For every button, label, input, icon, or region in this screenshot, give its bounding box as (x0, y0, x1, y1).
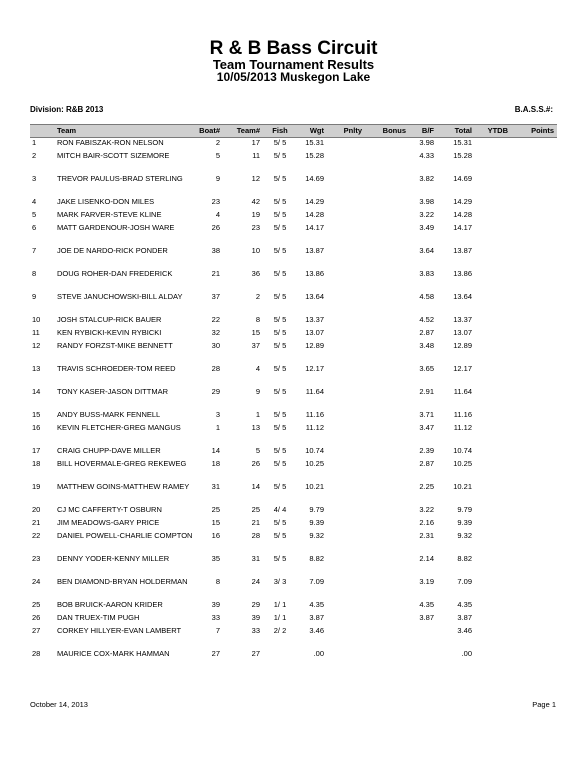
cell-rank: 1 (32, 138, 37, 147)
cell-total: 12.89 (453, 341, 472, 350)
cell-big-fish: 3.22 (419, 505, 434, 514)
cell-fish-count: 5/ 5 (273, 292, 287, 301)
cell-team: BILL HOVERMALE-GREG REKEWEG (57, 459, 187, 468)
cell-weight: 10.21 (305, 482, 324, 491)
cell-team-number: 17 (251, 138, 260, 147)
cell-big-fish: 3.98 (419, 138, 434, 147)
cell-total: 8.82 (457, 554, 472, 563)
cell-team: JOSH STALCUP-RICK BAUER (57, 315, 162, 324)
cell-weight: 14.69 (305, 174, 324, 183)
cell-big-fish: 2.91 (419, 387, 434, 396)
cell-weight: 11.64 (305, 387, 324, 396)
table-row (30, 482, 557, 502)
cell-boat-number: 21 (211, 269, 220, 278)
col-header-bf: B/F (421, 126, 434, 135)
cell-boat-number: 37 (211, 292, 220, 301)
cell-team: RON FABISZAK-RON NELSON (57, 138, 164, 147)
cell-boat-number: 25 (211, 505, 220, 514)
cell-rank: 10 (32, 315, 41, 324)
cell-team-number: 21 (251, 518, 260, 527)
col-header-points: Points (531, 126, 554, 135)
cell-weight: .00 (313, 649, 324, 658)
cell-rank: 21 (32, 518, 41, 527)
table-row (30, 423, 557, 443)
table-row (30, 364, 557, 384)
cell-big-fish: 3.82 (419, 174, 434, 183)
cell-team: RANDY FORZST-MIKE BENNETT (57, 341, 173, 350)
cell-fish-count: 1/ 1 (273, 613, 287, 622)
cell-total: 15.31 (453, 138, 472, 147)
cell-team-number: 25 (251, 505, 260, 514)
table-row (30, 341, 557, 361)
report-title: R & B Bass Circuit (209, 38, 378, 59)
table-row (30, 223, 557, 243)
cell-weight: 12.17 (305, 364, 324, 373)
cell-team-number: 33 (251, 626, 260, 635)
cell-team-number: 23 (251, 223, 260, 232)
table-row (30, 174, 557, 194)
col-header-wgt: Wgt (309, 126, 324, 135)
cell-weight: 13.86 (305, 269, 324, 278)
cell-rank: 14 (32, 387, 41, 396)
col-header-bonus: Bonus (382, 126, 406, 135)
cell-fish-count: 1/ 1 (273, 600, 287, 609)
cell-weight: 15.31 (305, 138, 324, 147)
cell-team: DOUG ROHER-DAN FREDERICK (57, 269, 173, 278)
cell-team-number: 24 (251, 577, 260, 586)
table-header (30, 124, 557, 138)
cell-big-fish: 2.14 (419, 554, 434, 563)
cell-big-fish: 3.83 (419, 269, 434, 278)
cell-fish-count: 5/ 5 (273, 387, 287, 396)
cell-rank: 15 (32, 410, 41, 419)
cell-team-number: 37 (251, 341, 260, 350)
cell-team: JAKE LISENKO-DON MILES (57, 197, 155, 206)
cell-big-fish: 3.87 (419, 613, 434, 622)
col-header-pnlty: Pnlty (343, 126, 362, 135)
cell-weight: 11.16 (305, 410, 324, 419)
cell-team: DAN TRUEX-TIM PUGH (57, 613, 140, 622)
table-row (30, 269, 557, 289)
cell-team: ANDY BUSS-MARK FENNELL (57, 410, 161, 419)
cell-team: BEN DIAMOND-BRYAN HOLDERMAN (57, 577, 188, 586)
cell-total: 3.46 (457, 626, 472, 635)
cell-boat-number: 35 (211, 554, 220, 563)
event-date-location: 10/05/2013 Muskegon Lake (216, 70, 371, 84)
cell-rank: 28 (32, 649, 41, 658)
cell-fish-count: 5/ 5 (273, 459, 287, 468)
cell-rank: 25 (32, 600, 41, 609)
cell-fish-count: 5/ 5 (273, 531, 287, 540)
cell-fish-count: 5/ 5 (273, 174, 287, 183)
cell-total: 11.16 (453, 410, 472, 419)
cell-rank: 27 (32, 626, 41, 635)
cell-boat-number: 39 (211, 600, 220, 609)
cell-weight: 11.12 (305, 423, 324, 432)
cell-total: 12.17 (453, 364, 472, 373)
cell-rank: 26 (32, 613, 41, 622)
col-header-team: Team (57, 126, 77, 135)
cell-total: 10.74 (453, 446, 472, 455)
table-row (30, 577, 557, 597)
table-row (30, 151, 557, 171)
cell-rank: 6 (32, 223, 37, 232)
cell-big-fish: 2.16 (419, 518, 434, 527)
cell-team-number: 29 (251, 600, 260, 609)
cell-total: 14.29 (453, 197, 472, 206)
table-row (30, 649, 557, 669)
cell-boat-number: 14 (211, 446, 220, 455)
cell-team-number: 2 (255, 292, 260, 301)
cell-total: 14.28 (453, 210, 472, 219)
cell-total: 9.39 (457, 518, 472, 527)
cell-team: TONY KASER-JASON DITTMAR (57, 387, 168, 396)
cell-weight: 13.07 (305, 328, 324, 337)
cell-team-number: 36 (251, 269, 260, 278)
report-subtitle: Team Tournament Results (212, 57, 375, 72)
cell-rank: 19 (32, 482, 41, 491)
cell-fish-count: 5/ 5 (273, 197, 287, 206)
cell-team: BOB BRUICK-AARON KRIDER (57, 600, 163, 609)
cell-fish-count: 5/ 5 (273, 364, 287, 373)
cell-total: 13.37 (453, 315, 472, 324)
cell-total: 10.21 (453, 482, 472, 491)
cell-big-fish: 3.64 (419, 246, 434, 255)
cell-team: KEVIN FLETCHER-GREG MANGUS (57, 423, 181, 432)
cell-team-number: 27 (251, 649, 260, 658)
cell-weight: 10.74 (305, 446, 324, 455)
cell-boat-number: 38 (211, 246, 220, 255)
cell-fish-count: 5/ 5 (273, 138, 287, 147)
col-header-total: Total (454, 126, 472, 135)
cell-rank: 5 (32, 210, 37, 219)
page-number: Page 1 (532, 700, 556, 709)
cell-total: 15.28 (453, 151, 472, 160)
cell-boat-number: 18 (211, 459, 220, 468)
cell-team-number: 11 (252, 151, 260, 160)
cell-big-fish: 2.39 (419, 446, 434, 455)
table-row (30, 554, 557, 574)
cell-fish-count: 5/ 5 (273, 328, 287, 337)
cell-team: MATT GARDENOUR-JOSH WARE (57, 223, 175, 232)
cell-weight: 12.89 (305, 341, 324, 350)
cell-boat-number: 8 (215, 577, 220, 586)
cell-boat-number: 15 (211, 518, 220, 527)
cell-team: JIM MEADOWS-GARY PRICE (57, 518, 160, 527)
cell-fish-count: 5/ 5 (273, 518, 287, 527)
cell-team-number: 26 (251, 459, 260, 468)
cell-big-fish: 3.98 (419, 197, 434, 206)
cell-weight: 3.46 (309, 626, 324, 635)
cell-team: STEVE JANUCHOWSKI-BILL ALDAY (57, 292, 183, 301)
cell-total: 13.64 (453, 292, 472, 301)
cell-total: 9.32 (457, 531, 472, 540)
cell-team-number: 10 (251, 246, 260, 255)
cell-team: MAURICE COX-MARK HAMMAN (57, 649, 170, 658)
cell-weight: 13.64 (305, 292, 324, 301)
cell-boat-number: 16 (211, 531, 220, 540)
cell-big-fish: 4.58 (419, 292, 434, 301)
table-row (30, 626, 557, 646)
cell-team: MARK FARVER-STEVE KLINE (57, 210, 162, 219)
cell-team-number: 14 (251, 482, 260, 491)
cell-rank: 16 (32, 423, 41, 432)
cell-rank: 11 (32, 328, 40, 337)
cell-fish-count: 5/ 5 (273, 482, 287, 491)
cell-big-fish: 3.49 (419, 223, 434, 232)
table-row (30, 459, 557, 479)
cell-team: MITCH BAIR-SCOTT SIZEMORE (57, 151, 170, 160)
cell-big-fish: 3.47 (419, 423, 434, 432)
cell-weight: 13.87 (305, 246, 324, 255)
cell-total: 10.25 (453, 459, 472, 468)
cell-big-fish: 2.87 (419, 459, 434, 468)
cell-team: CRAIG CHUPP-DAVE MILLER (57, 446, 161, 455)
cell-big-fish: 4.33 (419, 151, 434, 160)
cell-fish-count: 3/ 3 (273, 577, 287, 586)
cell-total: 11.12 (453, 423, 472, 432)
col-header-fish: Fish (272, 126, 288, 135)
cell-big-fish: 2.87 (419, 328, 434, 337)
cell-weight: 8.82 (309, 554, 324, 563)
col-header-ytdb: YTDB (487, 126, 508, 135)
cell-boat-number: 1 (215, 423, 220, 432)
cell-team-number: 12 (251, 174, 260, 183)
cell-rank: 17 (32, 446, 41, 455)
cell-boat-number: 27 (211, 649, 220, 658)
cell-weight: 14.28 (305, 210, 324, 219)
cell-team: CORKEY HILLYER-EVAN LAMBERT (57, 626, 182, 635)
cell-team-number: 1 (255, 410, 260, 419)
cell-weight: 14.29 (305, 197, 324, 206)
cell-big-fish: 3.71 (419, 410, 434, 419)
cell-fish-count: 5/ 5 (273, 246, 287, 255)
cell-team: TRAVIS SCHROEDER-TOM REED (57, 364, 176, 373)
division-label: Division: R&B 2013 (30, 105, 104, 114)
cell-fish-count: 5/ 5 (273, 410, 287, 419)
cell-boat-number: 4 (215, 210, 220, 219)
cell-team-number: 42 (251, 197, 260, 206)
cell-weight: 15.28 (305, 151, 324, 160)
cell-boat-number: 23 (211, 197, 220, 206)
cell-fish-count: 5/ 5 (273, 423, 287, 432)
table-row (30, 387, 557, 407)
cell-team: KEN RYBICKI-KEVIN RYBICKI (57, 328, 162, 337)
cell-rank: 8 (32, 269, 37, 278)
cell-fish-count: 5/ 5 (273, 341, 287, 350)
cell-weight: 9.39 (309, 518, 324, 527)
cell-weight: 4.35 (309, 600, 324, 609)
cell-boat-number: 2 (215, 138, 220, 147)
cell-fish-count: 5/ 5 (273, 269, 287, 278)
cell-team-number: 4 (255, 364, 260, 373)
cell-rank: 13 (32, 364, 41, 373)
cell-total: 14.17 (453, 223, 472, 232)
table-row (30, 246, 557, 266)
cell-total: 13.87 (453, 246, 472, 255)
cell-team-number: 8 (255, 315, 260, 324)
cell-fish-count: 5/ 5 (273, 446, 287, 455)
cell-boat-number: 31 (211, 482, 220, 491)
cell-total: 13.86 (453, 269, 472, 278)
cell-team-number: 9 (255, 387, 260, 396)
cell-team-number: 19 (251, 210, 260, 219)
cell-fish-count: 2/ 2 (273, 626, 287, 635)
cell-fish-count: 5/ 5 (273, 223, 287, 232)
cell-team-number: 31 (251, 554, 260, 563)
cell-big-fish: 3.19 (419, 577, 434, 586)
cell-team: TREVOR PAULUS-BRAD STERLING (57, 174, 183, 183)
table-row (30, 292, 557, 312)
cell-rank: 3 (32, 174, 37, 183)
cell-total: 13.07 (453, 328, 472, 337)
cell-total: 11.64 (453, 387, 472, 396)
cell-team: MATTHEW GOINS-MATTHEW RAMEY (57, 482, 190, 491)
cell-big-fish: 3.65 (419, 364, 434, 373)
cell-team: DANIEL POWELL-CHARLIE COMPTON (57, 531, 193, 540)
cell-big-fish: 2.31 (419, 531, 434, 540)
cell-boat-number: 26 (211, 223, 220, 232)
cell-rank: 22 (32, 531, 41, 540)
cell-team-number: 5 (255, 446, 260, 455)
cell-boat-number: 9 (215, 174, 220, 183)
cell-rank: 24 (32, 577, 41, 586)
cell-big-fish: 3.48 (419, 341, 434, 350)
cell-boat-number: 3 (215, 410, 220, 419)
cell-boat-number: 28 (211, 364, 220, 373)
cell-rank: 2 (32, 151, 37, 160)
cell-team-number: 39 (251, 613, 260, 622)
cell-boat-number: 22 (211, 315, 220, 324)
bass-number-label: B.A.S.S.#: (514, 105, 553, 114)
cell-boat-number: 33 (211, 613, 220, 622)
cell-fish-count: 4/ 4 (273, 505, 287, 514)
col-header-teamno: Team# (236, 126, 260, 135)
cell-total: 7.09 (457, 577, 472, 586)
cell-weight: 3.87 (309, 613, 324, 622)
cell-big-fish: 2.25 (419, 482, 434, 491)
cell-total: 14.69 (453, 174, 472, 183)
cell-rank: 9 (32, 292, 37, 301)
cell-big-fish: 4.35 (419, 600, 434, 609)
cell-big-fish: 4.52 (419, 315, 434, 324)
cell-weight: 14.17 (305, 223, 324, 232)
cell-team: CJ MC CAFFERTY-T OSBURN (57, 505, 162, 514)
cell-weight: 7.09 (309, 577, 324, 586)
cell-team: JOE DE NARDO-RICK PONDER (57, 246, 168, 255)
col-header-boat: Boat# (199, 126, 220, 135)
cell-weight: 13.37 (305, 315, 324, 324)
cell-rank: 20 (32, 505, 41, 514)
cell-rank: 23 (32, 554, 41, 563)
cell-boat-number: 30 (211, 341, 220, 350)
cell-total: 9.79 (457, 505, 472, 514)
cell-weight: 10.25 (305, 459, 324, 468)
cell-total: 3.87 (457, 613, 472, 622)
cell-fish-count: 5/ 5 (273, 554, 287, 563)
cell-rank: 7 (32, 246, 37, 255)
print-date: October 14, 2013 (30, 700, 88, 709)
cell-fish-count: 5/ 5 (273, 210, 287, 219)
cell-weight: 9.79 (309, 505, 324, 514)
cell-team-number: 15 (251, 328, 260, 337)
cell-boat-number: 5 (215, 151, 220, 160)
cell-weight: 9.32 (309, 531, 324, 540)
cell-team-number: 28 (251, 531, 260, 540)
cell-fish-count: 5/ 5 (273, 315, 287, 324)
cell-boat-number: 7 (215, 626, 220, 635)
cell-boat-number: 32 (211, 328, 220, 337)
table-row (30, 531, 557, 551)
cell-boat-number: 29 (211, 387, 220, 396)
cell-fish-count: 5/ 5 (273, 151, 287, 160)
cell-team-number: 13 (251, 423, 260, 432)
cell-big-fish: 3.22 (419, 210, 434, 219)
cell-rank: 4 (32, 197, 37, 206)
cell-rank: 18 (32, 459, 41, 468)
cell-team: DENNY YODER-KENNY MILLER (57, 554, 170, 563)
cell-rank: 12 (32, 341, 41, 350)
cell-total: .00 (461, 649, 472, 658)
cell-total: 4.35 (457, 600, 472, 609)
